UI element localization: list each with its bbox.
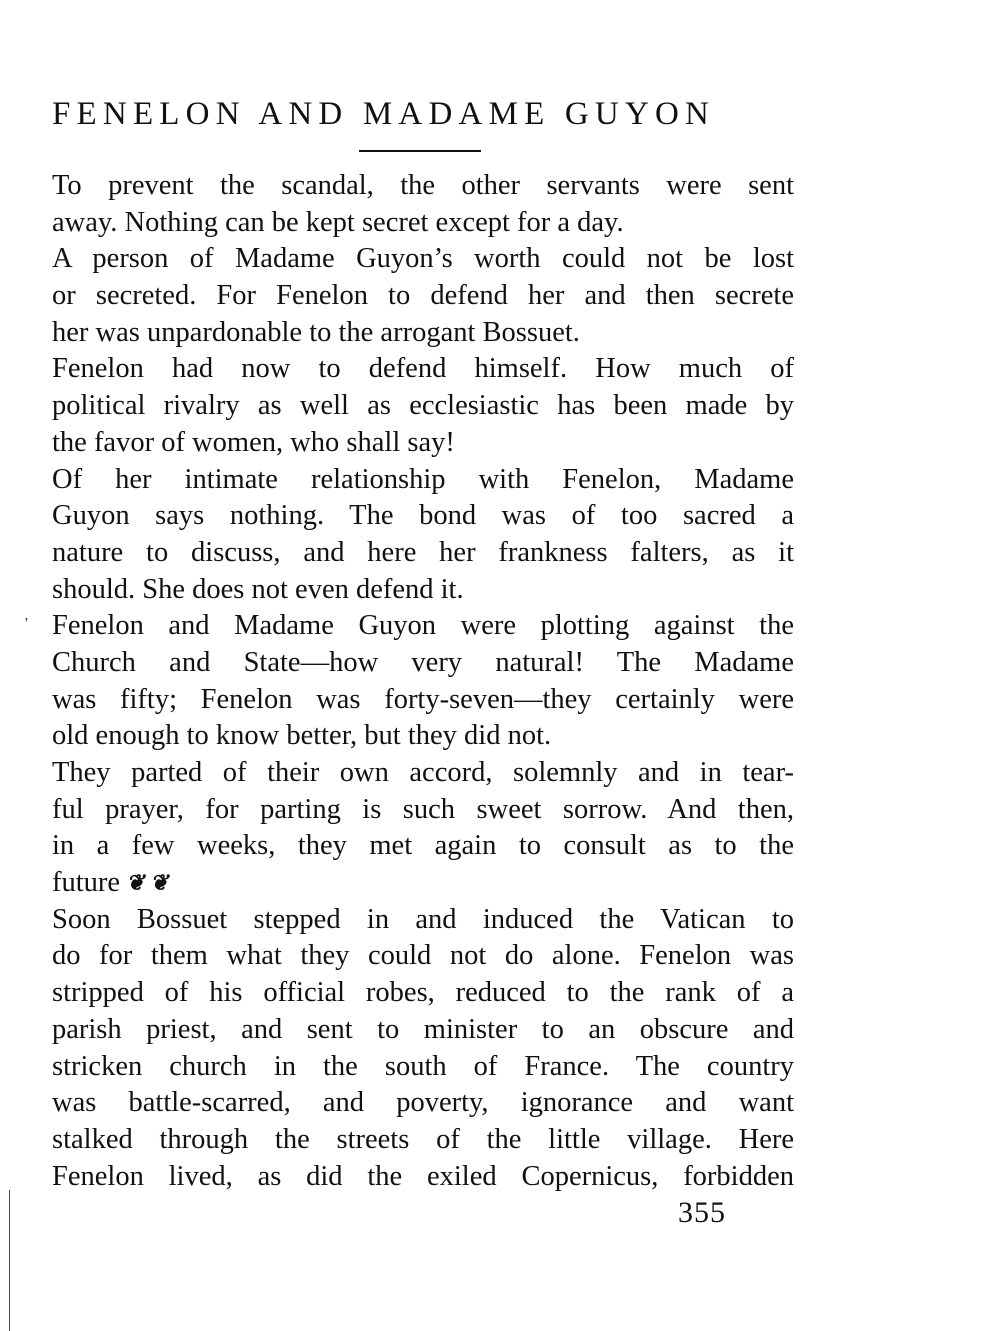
text-line: ful prayer, for parting is such sweet sorrow. And then, (52, 793, 794, 825)
text-line: stricken church in the south of France. The country (52, 1050, 794, 1082)
text-line: To prevent the scandal, the other servants were sent (52, 170, 794, 201)
text-line: the favor of women, who shall say! (52, 426, 455, 458)
text-line: do for them what they could not do alone. Fenelon was (52, 940, 794, 972)
text-line: Guyon says nothing. The bond was of too sacred a (52, 500, 794, 532)
text-line: or secreted. For Fenelon to defend her and then secrete (52, 280, 794, 312)
text-line: stripped of his official robes, reduced to the rank of a (52, 977, 794, 1009)
text-line-with-ornament (52, 865, 794, 902)
text-line: Soon Bossuet stepped in and induced the Vatican to (52, 903, 794, 935)
margin-mark: ’ (24, 616, 29, 631)
text-line: nature to discuss, and here her frankness falters, as it (52, 536, 794, 568)
page-edge-line (9, 1190, 10, 1331)
text-line: future (52, 867, 121, 899)
text-line: in a few weeks, they met again to consult as to the (52, 830, 794, 862)
text-line: Fenelon had now to defend himself. How much of (52, 353, 794, 385)
text-line: political rivalry as well as ecclesiastic has been made by (52, 390, 794, 422)
text-line: Fenelon lived, as did the exiled Copernicus, forbidden (52, 1160, 794, 1192)
text-line: was fifty; Fenelon was forty-seven—they certainly were (52, 683, 794, 715)
head-rule (359, 150, 481, 152)
text-line: her was unpardonable to the arrogant Bossuet. (52, 316, 580, 348)
text-line: parish priest, and sent to minister to an obscure and (52, 1013, 794, 1045)
running-head: FENELON AND MADAME GUYON (52, 96, 716, 132)
text-line: Fenelon and Madame Guyon were plotting against the (52, 610, 794, 642)
text-line: stalked through the streets of the little village. Here (52, 1123, 794, 1155)
text-line: Church and State—how very natural! The Madame (52, 646, 794, 678)
body-text (52, 168, 794, 1195)
fleuron-ornament-icon: ❦ ❦ (126, 870, 169, 896)
text-line: Of her intimate relationship with Fenelon, Madame (52, 463, 794, 495)
page-number: 355 (678, 1196, 726, 1229)
text-line: They parted of their own accord, solemnly and in tear- (52, 757, 794, 788)
text-line: should. She does not even defend it. (52, 573, 464, 605)
text-line: was battle-scarred, and poverty, ignorance and want (52, 1087, 794, 1119)
text-line: old enough to know better, but they did not. (52, 720, 552, 752)
text-line: A person of Madame Guyon’s worth could not be lost (52, 243, 794, 275)
text-line: away. Nothing can be kept secret except for a day. (52, 206, 624, 238)
